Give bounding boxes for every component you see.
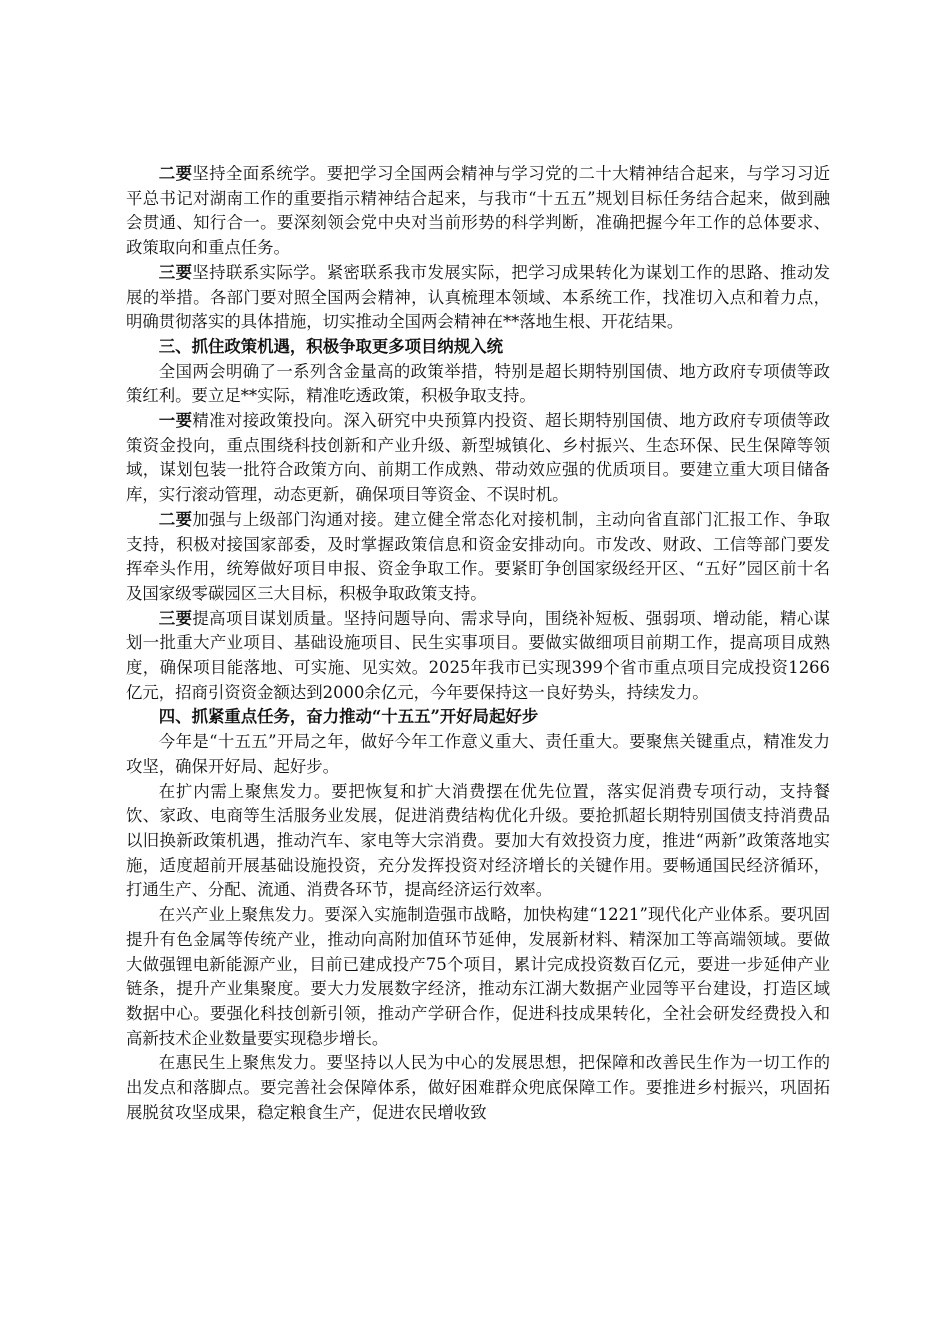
- paragraph-lead: 二要: [158, 509, 193, 529]
- document-page: [126, 162, 830, 1125]
- section-heading-3: 三、抓住政策机遇，积极争取更多项目纳规入统: [158, 336, 503, 356]
- paragraph-1: [126, 162, 830, 261]
- paragraph-lead: 二要: [158, 164, 193, 183]
- paragraph-text: 坚持联系实际学。紧密联系我市发展实际，把学习成果转化为谋划工作的思路、推动发展的举措。各部门要对照全国两会精神，认真梳理本领域、本系统工作，找准切入点和着力点，明确贯彻落实的具体措施，切实推动全国两会精神在**落地生根、开花结果。: [126, 262, 831, 332]
- paragraph-text: 在惠民生上聚焦发力。要坚持以人民为中心的发展思想，把保障和改善民生作为一切工作的出发点和落脚点。要完善社会保障体系，做好困难群众兜底保障工作。要推进乡村振兴，巩固拓展脱贫攻坚成果，稳定粮食生产，促进农民增收致: [126, 1053, 830, 1122]
- paragraph-text: 在兴产业上聚焦发力。要深入实施制造强市战略，加快构建“1221”现代化产业体系。要巩固提升有色金属等传统产业，推动向高附加值环节延伸，发展新材料、精深加工等高端领域。要做大做强锂电新能源产业，目前已建成投产75个项目，累计完成投资数百亿元，要进一步延伸产业链条，提升产业集聚度。要大力发展数字经济，推动东江湖大数据产业园等平台建设，打造区域数据中心。要强化科技创新引领，推动产学研合作，促进科技成果转化，全社会研发经费投入和高新技术企业数量要实现稳步增长。: [126, 905, 830, 1048]
- paragraph-9: [126, 903, 830, 1051]
- paragraph-3: [126, 360, 830, 409]
- paragraph-text: 在扩内需上聚焦发力。要把恢复和扩大消费摆在优先位置，落实促消费专项行动，支持餐饮、家政、电商等生活服务业发展，促进消费结构优化升级。要抢抓超长期特别国债支持消费品以旧换新政策机遇，推动汽车、家电等大宗消费。要加大有效投资力度，推进“两新”政策落地实施，适度超前开展基础设施投资，充分发挥投资对经济增长的关键作用。要畅通国民经济循环，打通生产、分配、流通、消费各环节，提高经济运行效率。: [126, 781, 830, 900]
- paragraph-text: 加强与上级部门沟通对接。建立健全常态化对接机制，主动向省直部门汇报工作、争取支持，积极对接国家部委，及时掌握政策信息和资金安排动向。市发改、财政、工信等部门要发挥牵头作用，统筹做好项目申报、资金争取工作。要紧盯争创国家级经开区、“五好”园区前十名及国家级零碳园区三大目标，积极争取政策支持。: [126, 509, 831, 603]
- paragraph-5: [126, 508, 830, 607]
- paragraph-text: 坚持全面系统学。要把学习全国两会精神与学习党的二十大精神结合起来，与学习习近平总书记对湖南工作的重要指示精神结合起来，与我市“十五五”规划目标任务结合起来，做到融会贯通、知行合一。要深刻领会党中央对当前形势的科学判断，准确把握今年工作的总体要求、政策取向和重点任务。: [126, 164, 831, 258]
- paragraph-lead: 一要: [158, 411, 193, 431]
- paragraph-lead: 三要: [158, 262, 193, 282]
- paragraph-text: 精准对接政策投向。深入研究中央预算内投资、超长期特别国债、地方政府专项债等政策资金投向，重点围绕科技创新和产业升级、新型城镇化、乡村振兴、生态环保、民生保障等领域，谋划包装一批符合政策方向、前期工作成熟、带动效应强的优质项目。要建立重大项目储备库，实行滚动管理，动态更新，确保项目等资金、不误时机。: [126, 411, 831, 505]
- paragraph-2: [126, 261, 830, 335]
- paragraph-8: [126, 780, 830, 904]
- paragraph-text: 全国两会明确了一系列含金量高的政策举措，特别是超长期特别国债、地方政府专项债等政策红利。要立足**实际，精准吃透政策，积极争取支持。: [126, 361, 830, 406]
- paragraph-text: 今年是“十五五”开局之年，做好今年工作意义重大、责任重大。要聚焦关键重点，精准发力攻坚，确保开好局、起好步。: [126, 732, 830, 776]
- section-heading-4: 四、抓紧重点任务，奋力推动“十五五”开好局起好步: [158, 707, 539, 727]
- paragraph-10: [126, 1051, 830, 1125]
- paragraph-lead: 三要: [158, 608, 193, 628]
- paragraph-text: 提高项目谋划质量。坚持问题导向、需求导向，围绕补短板、强弱项、增动能，精心谋划一批重大产业项目、基础设施项目、民生实事项目。要做实做细项目前期工作，提高项目成熟度，确保项目能落地、可实施、见实效。2025年我市已实现399个省市重点项目完成投资1266亿元，招商引资资金额达到2000余亿元，今年要保持这一良好势头，持续发力。: [126, 608, 831, 702]
- paragraph-7: [126, 730, 830, 779]
- paragraph-6: [126, 607, 830, 706]
- paragraph-4: [126, 409, 830, 508]
